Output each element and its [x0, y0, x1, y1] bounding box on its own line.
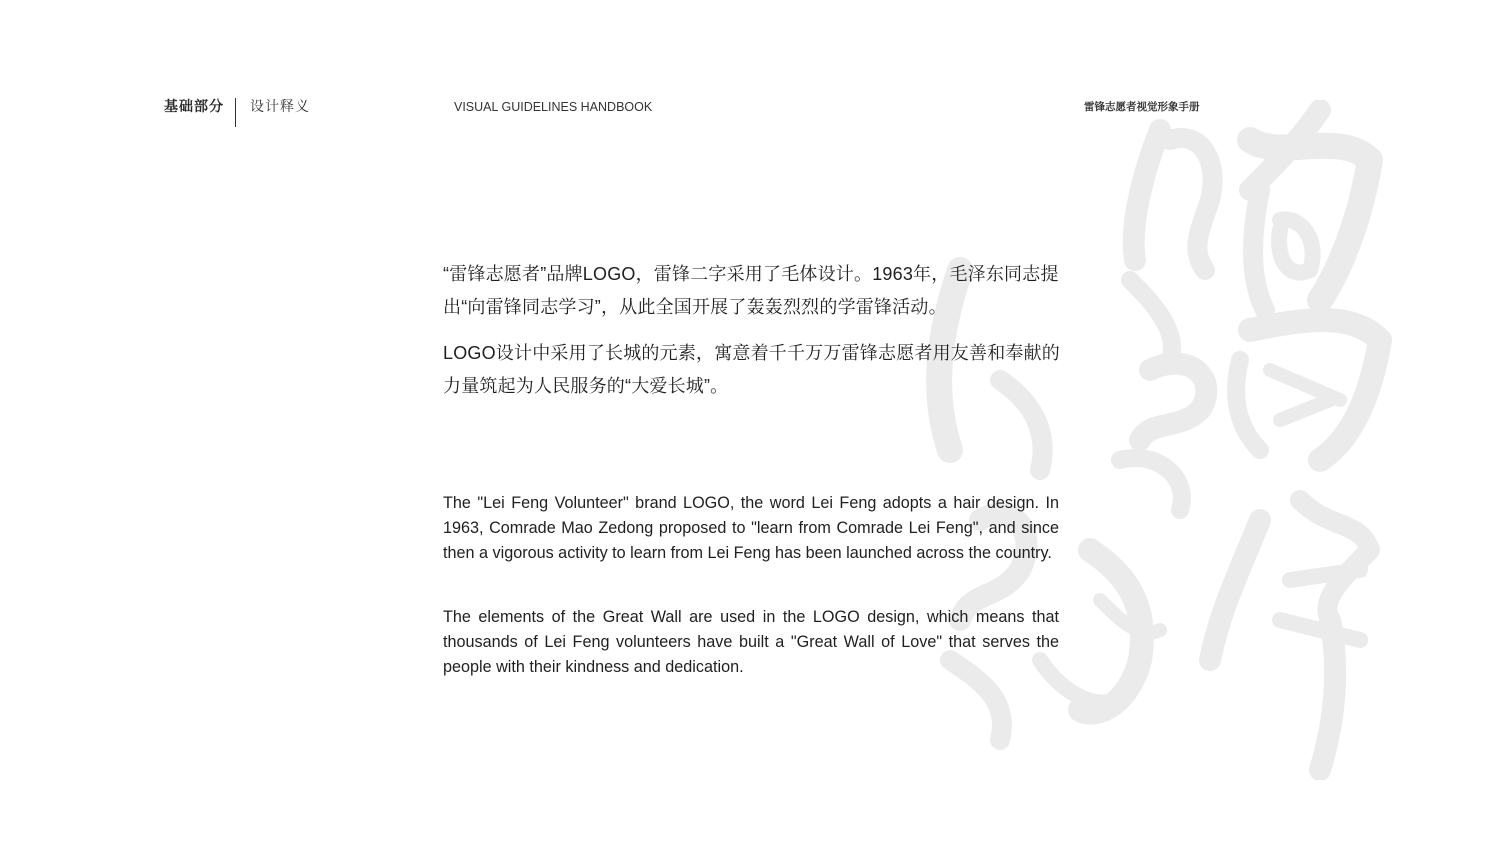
handbook-title-en: VISUAL GUIDELINES HANDBOOK [454, 100, 653, 114]
subsection-title: 设计释义 [250, 98, 310, 114]
english-paragraph-2: The elements of the Great Wall are used in the LOGO design, which means that thousands of Lei Feng volunteers have built a "Great Wall of Love" that serves the people with their kindness and dedication. [443, 608, 1059, 676]
english-paragraph-1: The "Lei Feng Volunteer" brand LOGO, the word Lei Feng adopts a hair design. In 1963, Comrade Mao Zedong proposed to "learn from Comrade Lei Feng", and since then a vigorous activity to learn from Lei Feng has been launched across the country. [443, 494, 1059, 562]
section-title: 基础部分 [164, 98, 224, 114]
header-divider [235, 98, 236, 127]
handbook-title-cn: 雷锋志愿者视觉形象手册 [1084, 101, 1200, 113]
chinese-paragraph-2: LOGO设计中采用了长城的元素，寓意着千千万万雷锋志愿者用友善和奉献的力量筑起为人民服务的“大爱长城”。 [443, 343, 1061, 396]
chinese-paragraph-1: “雷锋志愿者”品牌LOGO，雷锋二字采用了毛体设计。1963年，毛泽东同志提出“向雷锋同志学习”，从此全国开展了轰轰烈烈的学雷锋活动。 [443, 264, 1059, 317]
